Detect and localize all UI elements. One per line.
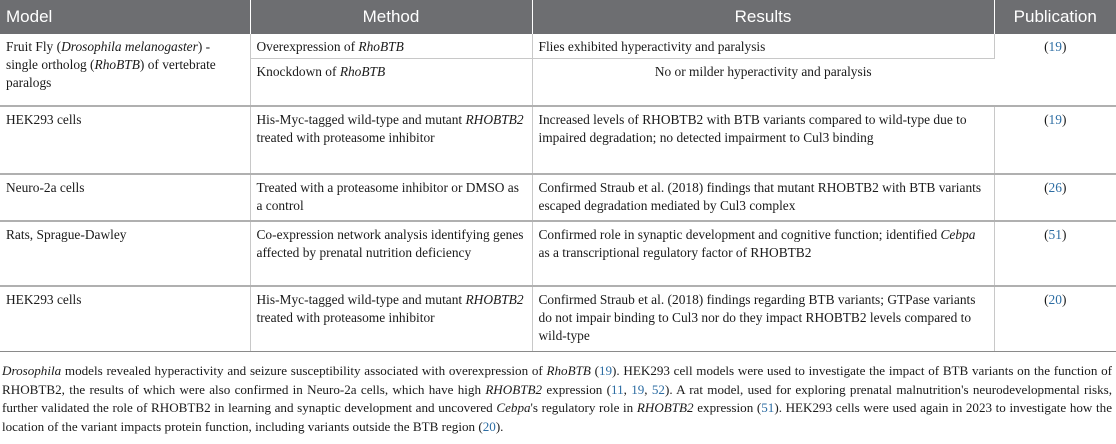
- citation-link[interactable]: 19: [598, 363, 613, 379]
- cell-method: Knockdown of RhoBTB: [250, 59, 532, 107]
- cell-model: HEK293 cells: [0, 286, 250, 352]
- cell-model: Rats, Sprague-Dawley: [0, 221, 250, 286]
- citation-link[interactable]: 19: [1048, 39, 1062, 54]
- header-method: Method: [250, 0, 532, 34]
- cell-model: HEK293 cells: [0, 106, 250, 174]
- table-row: [0, 34, 1116, 59]
- header-results: Results: [532, 0, 994, 34]
- citation-link[interactable]: 11: [611, 381, 624, 397]
- cell-results: Confirmed Straub et al. (2018) findings regarding BTB variants; GTPase variants do not impair binding to Cul3 nor do they impact RHOBTB2 levels compared to wild-type: [532, 286, 994, 352]
- table-footnote: Drosophila models revealed hyperactivity and seizure susceptibility associated with overexpression of RhoBTB (19). HEK293 cell models were used to investigate the impact of BTB variants on the function of RHOBTB2, the results of which were also confirmed in Neuro-2a cells, which have high RHOBTB2 expression (11, 19, 52). A rat model, used for exploring prenatal malnutrition's neurodevelopmental risks, further validated the role of RHOBTB2 in learning and synaptic development and uncovered Cebpa's regulatory role in RHOBTB2 expression (51). HEK293 cells were used again in 2023 to investigate how the location of the variant impacts protein function, including variants outside the BTB region (20).: [2, 363, 1113, 434]
- table-row: [0, 221, 1116, 286]
- cell-results: Confirmed Straub et al. (2018) findings that mutant RHOBTB2 with BTB variants escaped degradation mediated by Cul3 complex: [532, 174, 994, 221]
- header-model: Model: [0, 0, 250, 34]
- cell-results: Flies exhibited hyperactivity and paralysis: [532, 34, 994, 59]
- cell-method: Co-expression network analysis identifying genes affected by prenatal nutrition deficiency: [250, 221, 532, 286]
- cell-results: Confirmed role in synaptic development and cognitive function; identified Cebpa as a transcriptional regulatory factor of RHOBTB2: [532, 221, 994, 286]
- cell-publication: (19): [994, 106, 1116, 174]
- table-row: [0, 174, 1116, 221]
- table-header-row: [0, 0, 1116, 34]
- citation-link[interactable]: 19: [631, 381, 645, 397]
- cell-method: His-Myc-tagged wild-type and mutant RHOBTB2 treated with proteasome inhibitor: [250, 106, 532, 174]
- cell-results: Increased levels of RHOBTB2 with BTB variants compared to wild-type due to impaired degradation; no detected impairment to Cul3 binding: [532, 106, 994, 174]
- citation-link[interactable]: 51: [1048, 227, 1062, 242]
- citation-link[interactable]: 19: [1048, 112, 1062, 127]
- table-row: [0, 106, 1116, 174]
- citation-link[interactable]: 51: [761, 400, 775, 416]
- cell-method: Treated with a proteasome inhibitor or DMSO as a control: [250, 174, 532, 221]
- cell-model: Fruit Fly (Drosophila melanogaster) - single ortholog (RhoBTB) of vertebrate paralogs: [0, 34, 250, 106]
- cell-publication: (20): [994, 286, 1116, 352]
- citation-link[interactable]: 20: [1048, 292, 1062, 307]
- cell-model: Neuro-2a cells: [0, 174, 250, 221]
- cell-results: No or milder hyperactivity and paralysis: [532, 59, 994, 107]
- header-publication: Publication: [994, 0, 1116, 34]
- citation-link[interactable]: 26: [1048, 180, 1062, 195]
- citation-link[interactable]: 20: [482, 418, 496, 434]
- cell-publication: (51): [994, 221, 1116, 286]
- cell-method: His-Myc-tagged wild-type and mutant RHOBTB2 treated with proteasome inhibitor: [250, 286, 532, 352]
- table-row: [0, 286, 1116, 352]
- cell-method: Overexpression of RhoBTB: [250, 34, 532, 59]
- cell-publication: (19): [994, 34, 1116, 106]
- cell-publication: (26): [994, 174, 1116, 221]
- citation-link[interactable]: 52: [651, 381, 665, 397]
